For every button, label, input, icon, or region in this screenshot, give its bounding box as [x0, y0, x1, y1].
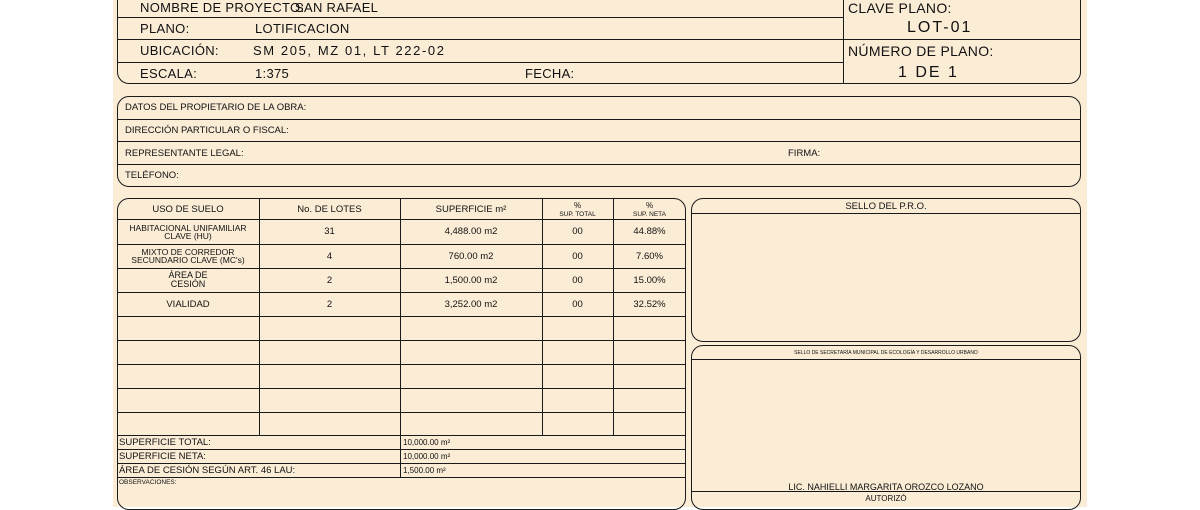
table-row-pct-neta: 32.52% — [633, 298, 666, 310]
table-row-pct-neta: 7.60% — [636, 250, 663, 262]
table-row-superficie: 4,488.00 m2 — [444, 226, 498, 237]
col-header-uso: USO DE SUELO — [152, 204, 224, 215]
table-row-pct-neta: 15.00% — [633, 274, 666, 286]
col-header-superficie: SUPERFICIE m² — [435, 204, 507, 215]
project-name-value: SAN RAFAEL — [295, 0, 379, 15]
table-row-lotes: 2 — [326, 274, 333, 286]
plano-label: PLANO: — [140, 21, 190, 36]
col-header-pct-total: % SUP. TOTAL — [559, 201, 596, 218]
table-row-uso: HABITACIONAL UNIFAMILIAR CLAVE (HU) — [129, 222, 247, 241]
area-cesion-value: 1,500.00 m² — [403, 466, 446, 475]
pro-stamp-box — [691, 198, 1081, 342]
sup-total-label: SUPERFICIE TOTAL: — [119, 437, 211, 448]
table-row-pct-total: 00 — [572, 298, 583, 310]
numero-plano-value: 1 DE 1 — [898, 64, 959, 81]
clave-plano-label: CLAVE PLANO: — [848, 0, 952, 16]
table-row-superficie: 3,252.00 m2 — [444, 298, 498, 310]
pro-stamp-title: SELLO DEL P.R.O. — [845, 201, 927, 212]
title-block-sheet — [113, 0, 1087, 507]
address-label: DIRECCIÓN PARTICULAR O FISCAL: — [125, 125, 289, 136]
sup-total-value: 10,000.00 m² — [403, 438, 451, 447]
table-row-lotes: 4 — [326, 250, 333, 262]
ubicacion-value: SM 205, MZ 01, LT 222-02 — [253, 43, 446, 58]
table-row-pct-total: 00 — [572, 250, 583, 262]
project-name-label: NOMBRE DE PROYECTO: — [140, 0, 305, 15]
clave-plano-value: LOT-01 — [907, 19, 973, 36]
observaciones-label: OBSERVACIONES: — [119, 479, 177, 486]
table-row-uso: VIALIDAD — [166, 298, 210, 310]
sup-neta-value: 10,000.00 m² — [403, 452, 451, 461]
col-header-lotes: No. DE LOTES — [297, 204, 362, 215]
table-row-lotes: 2 — [326, 298, 333, 310]
secretaria-stamp-title: SELLO DE SECRETARÍA MUNICIPAL DE ECOLOGÍA Y DESARROLLO URBANO — [794, 350, 978, 356]
table-row-pct-total: 00 — [572, 274, 583, 286]
escala-value: 1:375 — [255, 66, 290, 81]
ubicacion-label: UBICACIÓN: — [140, 43, 219, 58]
escala-label: ESCALA: — [140, 66, 198, 81]
plano-value: LOTIFICACION — [255, 21, 350, 36]
numero-plano-label: NÚMERO DE PLANO: — [848, 43, 994, 59]
table-row-superficie: 1,500.00 m2 — [444, 274, 498, 286]
table-row-pct-neta: 44.88% — [633, 226, 666, 237]
autorizo-label: AUTORIZÓ — [865, 494, 907, 503]
signer-name: LIC. NAHIELLI MARGARITA OROZCO LOZANO — [788, 482, 984, 492]
table-row-lotes: 31 — [324, 226, 335, 237]
owner-data-label: DATOS DEL PROPIETARIO DE LA OBRA: — [125, 102, 307, 113]
signature-label: FIRMA: — [788, 148, 821, 159]
legal-representative-label: REPRESENTANTE LEGAL: — [125, 148, 244, 159]
phone-label: TELÉFONO: — [125, 170, 179, 181]
table-row-uso: MIXTO DE CORREDOR SECUNDARIO CLAVE (MC's) — [131, 247, 245, 265]
table-row-superficie: 760.00 m2 — [448, 250, 494, 262]
table-row-pct-total: 00 — [572, 226, 583, 237]
col-header-pct-neta: % SUP. NETA — [633, 201, 666, 218]
sup-neta-label: SUPERFICIE NETA: — [119, 451, 206, 462]
fecha-label: FECHA: — [525, 66, 575, 81]
area-cesion-label: ÁREA DE CESIÓN SEGÚN ART. 46 LAU: — [119, 465, 296, 476]
table-row-uso: ÁREA DE CESIÓN — [168, 270, 208, 289]
